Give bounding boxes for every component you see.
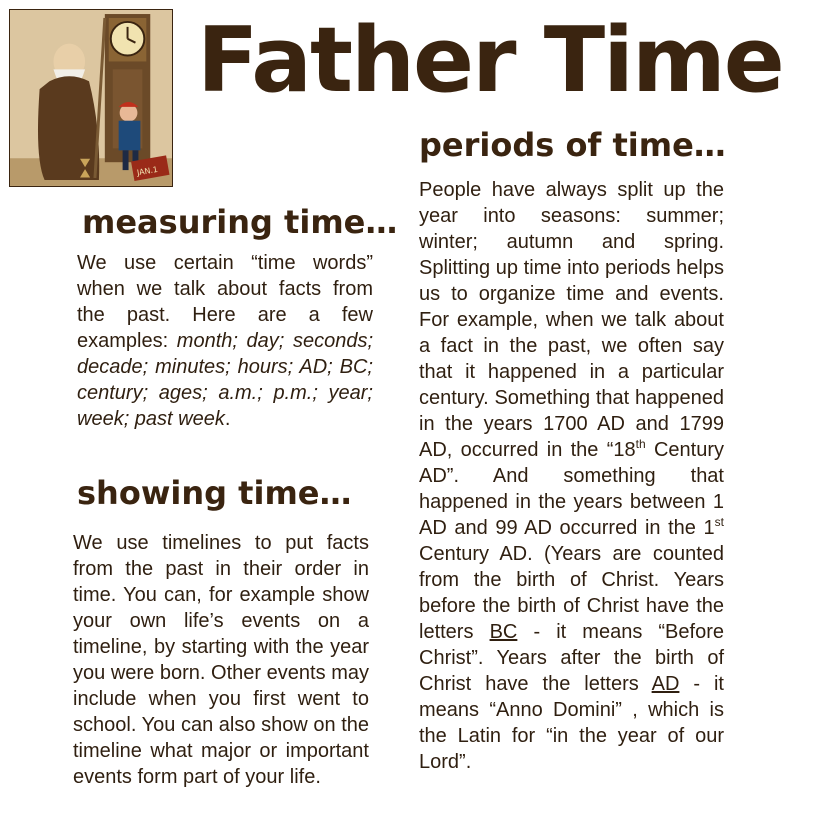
heading-showing-time: showing time… (77, 474, 352, 512)
showing-time-text: We use timelines to put facts from the past in their order in time. You can, for example show your own life’s events on a timeline, by starting with the year you were born. Other events may include when you first went to school. You can also show on the timeline what major or important events form part of your life. (73, 532, 369, 788)
measuring-time-text: We use certain “time words” when we talk about facts from the past. Here are a few examples: month; day; seconds; decade; minutes; hours; AD; BC; century; ages; a.m.; p.m.; year; week; past week. (77, 252, 374, 430)
heading-periods-of-time: periods of time… (419, 126, 726, 164)
father-time-illustration (9, 9, 173, 187)
tag-text: JAN.1 (136, 164, 159, 178)
bc-abbreviation: BC (489, 621, 518, 643)
page-title: Father Time (197, 8, 783, 113)
periods-of-time-text: People have always split up the year into seasons: summer; winter; autumn and spring. Splitting up time into periods helps us to organize time and events. For example, when we talk about a fact in the past, we often say that it happened in a particular century. Something that happened in the years 1700 AD and 1799 AD, occurred in the “18th Century AD”. And something that happened in the years between 1 AD and 99 AD occurred in the 1st Century AD. (Years are counted from the birth of Christ. Years before the birth of Christ have the letters BC - it means “Before Christ”. Years after the birth of Christ have the letters AD - it means “Anno Domini” , which is the Latin for “in the year of our Lord”. (419, 179, 725, 773)
ad-abbreviation: AD (651, 673, 680, 695)
heading-measuring-time: measuring time… (82, 203, 398, 241)
father-time-picture (10, 10, 172, 186)
time-words-examples: month; day; seconds; decade; minutes; hours; AD; BC; century; ages; a.m.; p.m.; year; week; past week (77, 330, 374, 430)
